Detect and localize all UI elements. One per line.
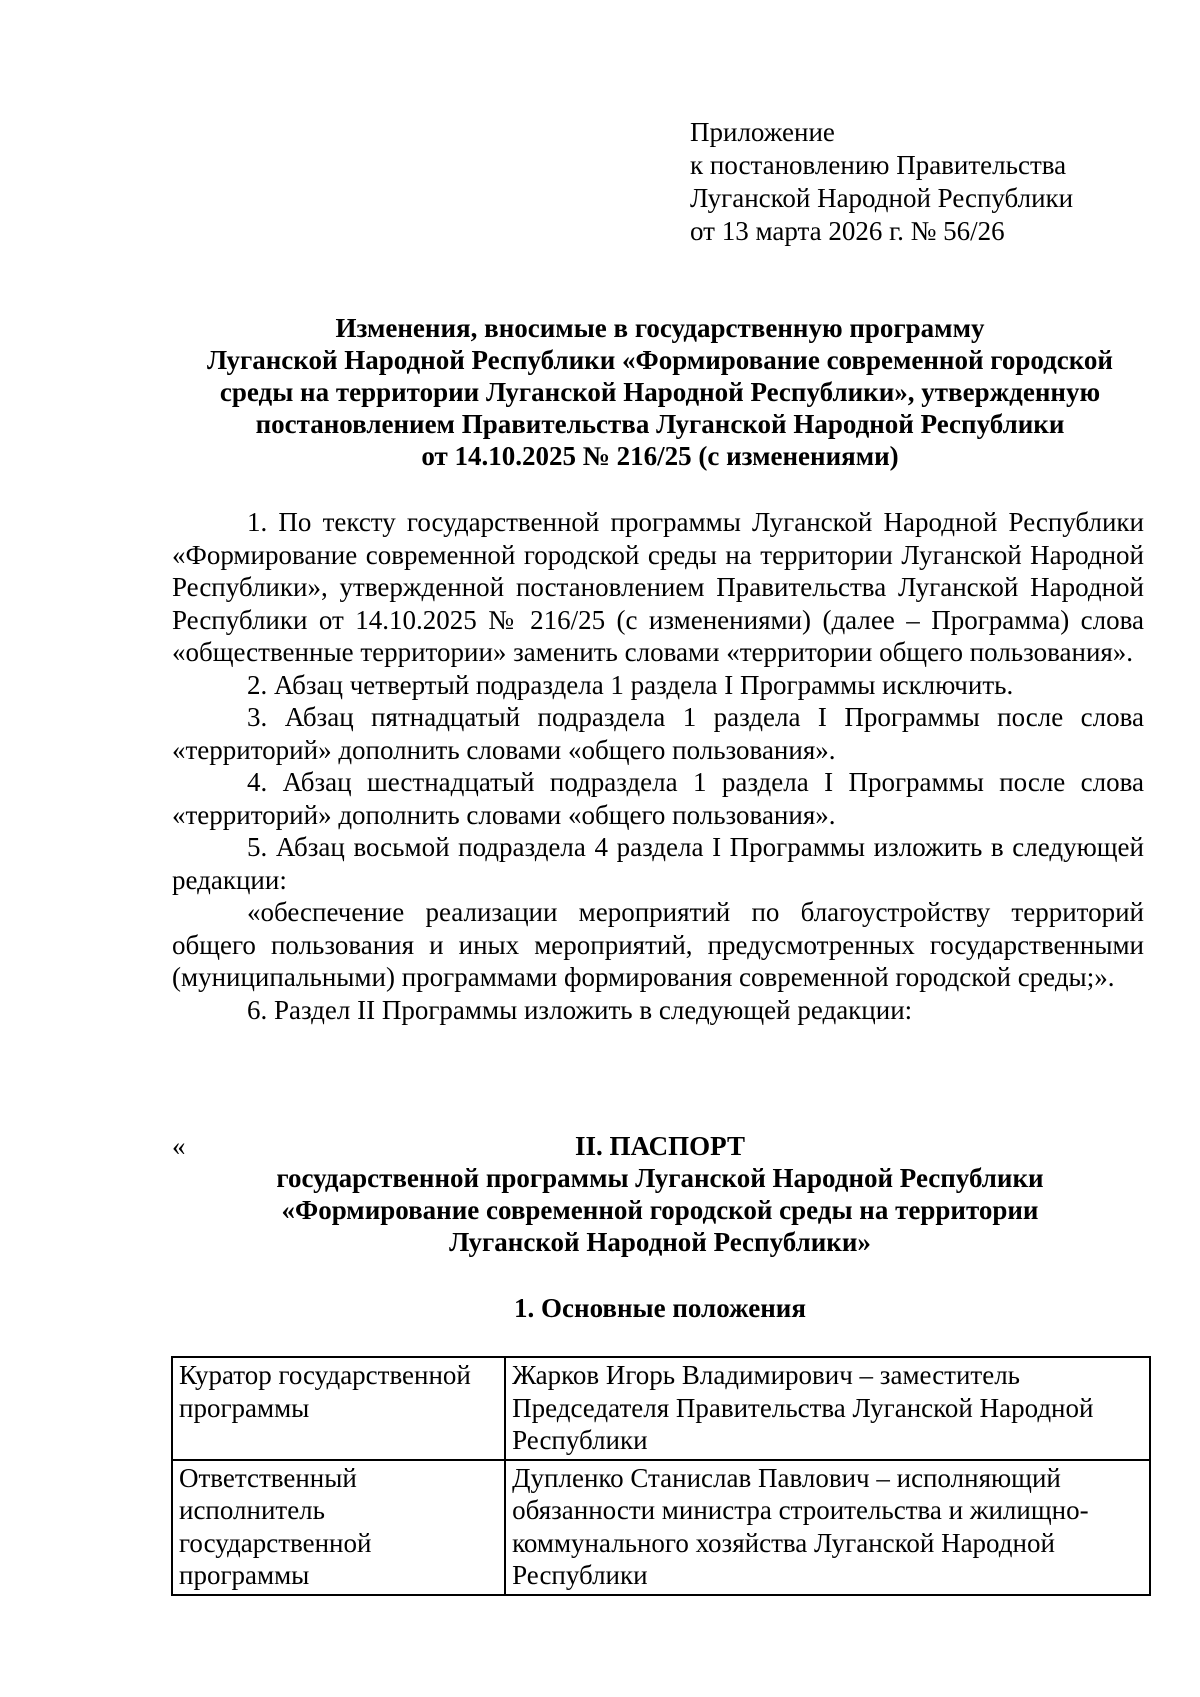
title-line: Изменения, вносимые в государственную программу <box>335 313 985 343</box>
passport-line: «Формирование современной городской среды на территории <box>281 1195 1039 1225</box>
section-heading: 1. Основные положения <box>514 1293 806 1323</box>
main-provisions-table <box>171 1356 1151 1596</box>
table-cell-label: Ответственный исполнитель государственной программы <box>172 1460 505 1595</box>
table-cell-value: Дупленко Станислав Павлович – исполняющий обязанности министра строительства и жилищно-коммунального хозяйства Луганской Народной Республики <box>505 1460 1150 1595</box>
passport-heading <box>160 1130 1160 1258</box>
table-cell-label: Куратор государственной программы <box>172 1357 505 1460</box>
paragraph-4: 4. Абзац шестнадцатый подраздела 1 раздела I Программы после слова «территорий» дополнить словами «общего пользования». <box>172 767 1144 830</box>
appendix-line: к постановлению Правительства <box>690 150 1067 180</box>
appendix-block <box>690 116 1073 248</box>
appendix-line: Приложение <box>690 117 835 147</box>
table-row <box>172 1357 1150 1460</box>
passport-line: государственной программы Луганской Народной Республики <box>276 1163 1044 1193</box>
paragraph-2: 2. Абзац четвертый подраздела 1 раздела I Программы исключить. <box>247 669 1014 700</box>
passport-line: Луганской Народной Республики» <box>449 1227 871 1257</box>
document-body <box>172 506 1144 1026</box>
table-cell-value: Жарков Игорь Владимирович – заместитель Председателя Правительства Луганской Народной Республики <box>505 1357 1150 1460</box>
paragraph-7: 6. Раздел II Программы изложить в следующей редакции: <box>247 994 913 1025</box>
paragraph-5: 5. Абзац восьмой подраздела 4 раздела I Программы изложить в следующей редакции: <box>172 832 1144 895</box>
paragraph-1: 1. По тексту государственной программы Луганской Народной Республики «Формирование современной городской среды на территории Луганской Народной Республики», утвержденной постановлением Правительства Луганской Народной Республики от 14.10.2025 № 216/25 (с изменениями) (далее – Программа) слова «общественные территории» заменить словами «территории общего пользования». <box>172 507 1144 667</box>
paragraph-3: 3. Абзац пятнадцатый подраздела 1 раздела I Программы после слова «территорий» дополнить словами «общего пользования». <box>172 702 1144 765</box>
title-line: Луганской Народной Республики «Формирование современной городской <box>207 345 1113 375</box>
title-line: среды на территории Луганской Народной Республики», утвержденную <box>219 377 1101 407</box>
paragraph-6: «обеспечение реализации мероприятий по благоустройству территорий общего пользования и иных мероприятий, предусмотренных государственными (муниципальными) программами формирования современной городской среды;». <box>172 897 1144 992</box>
title-line: постановлением Правительства Луганской Народной Республики <box>255 409 1065 439</box>
appendix-line: Луганской Народной Республики <box>690 183 1074 213</box>
title-line: от 14.10.2025 № 216/25 (с изменениями) <box>421 441 899 471</box>
document-title <box>160 312 1160 472</box>
passport-line: II. ПАСПОРТ <box>574 1131 745 1161</box>
table-row <box>172 1460 1150 1595</box>
appendix-line: от 13 марта 2026 г. № 56/26 <box>690 216 1005 246</box>
opening-quote-mark: « <box>172 1131 186 1161</box>
